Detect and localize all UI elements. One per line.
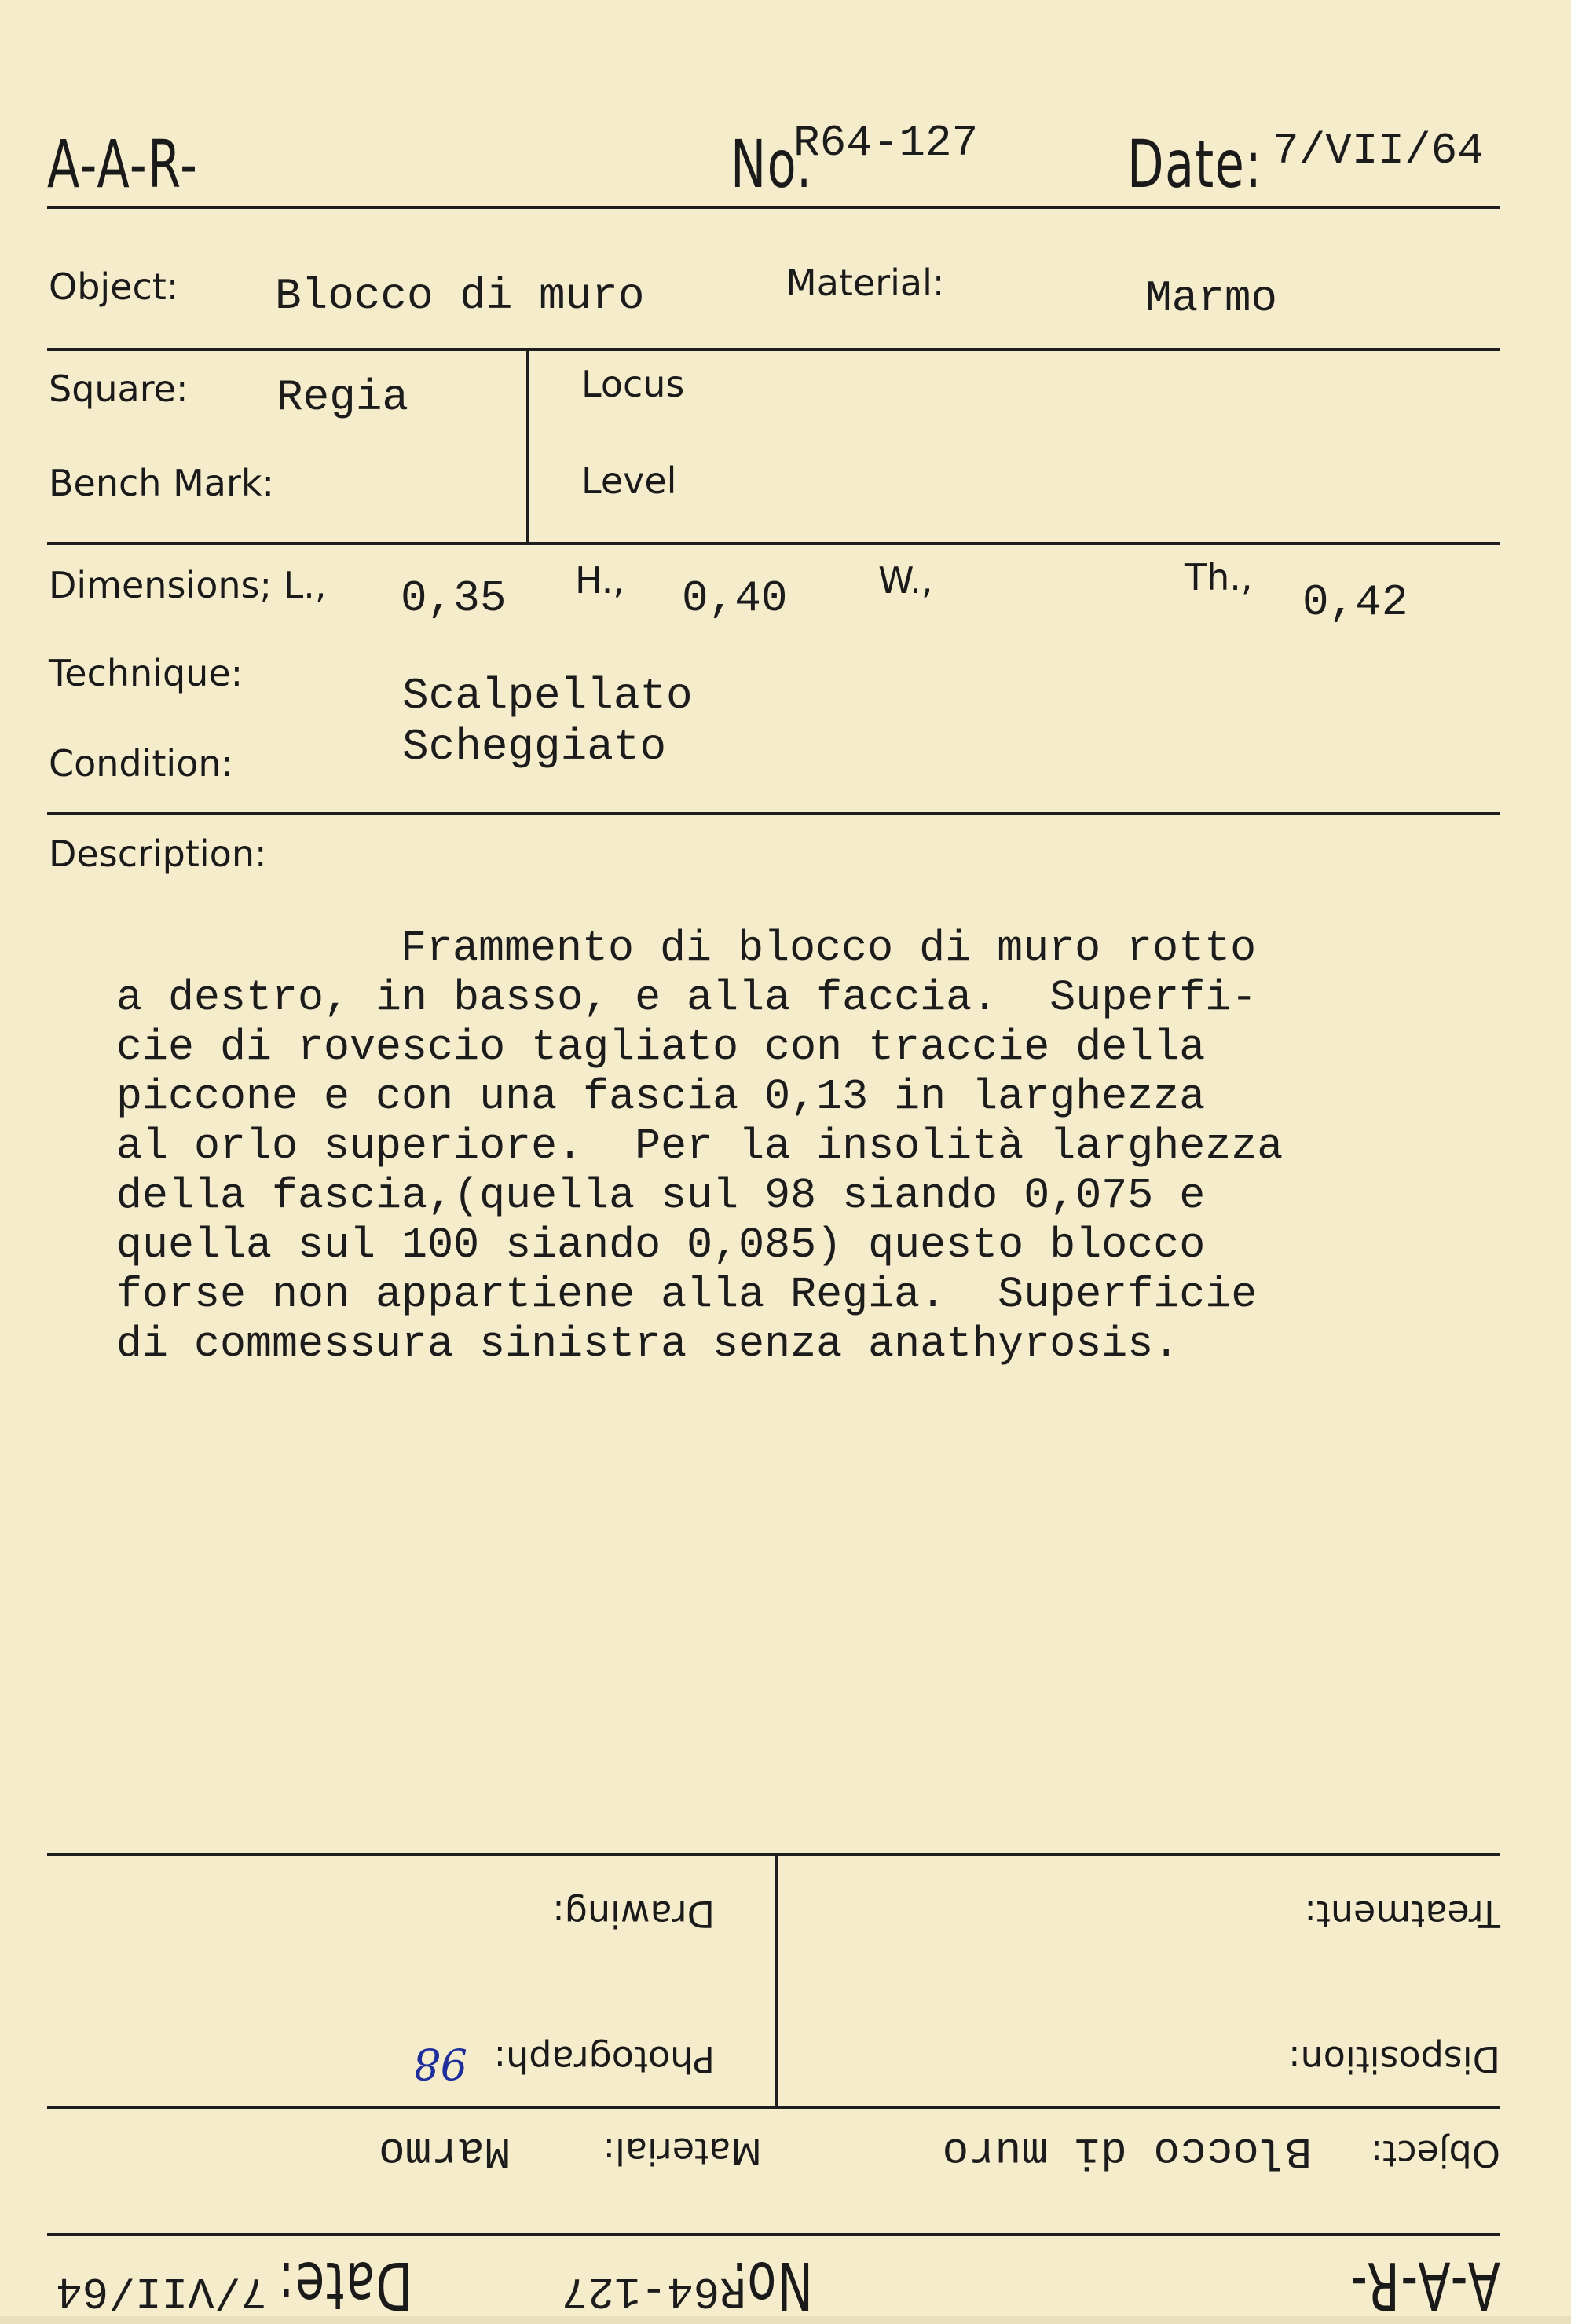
number-label: No. xyxy=(731,126,813,203)
description-label: Description: xyxy=(49,833,267,875)
bottom-material-value: Marmo xyxy=(378,2126,511,2176)
height-value: 0,40 xyxy=(682,573,788,624)
date-value: 7/VII/64 xyxy=(1273,126,1484,176)
description-line: quella sul 100 siando 0,085) questo blocco xyxy=(116,1221,1206,1270)
bottom-object-value: Blocco di muro xyxy=(942,2126,1312,2176)
bottom-date-label: Date: xyxy=(276,2247,412,2324)
divider xyxy=(47,542,1500,545)
bottom-institution-code: A-A-R- xyxy=(1349,2247,1500,2324)
technique-value: Scalpellato xyxy=(402,671,693,721)
description-line: Frammento di blocco di muro rotto xyxy=(401,924,1257,973)
number-value: R64-127 xyxy=(793,118,979,168)
divider xyxy=(526,351,529,543)
date-label: Date: xyxy=(1127,126,1263,203)
photograph-label: Photograph: xyxy=(493,2038,715,2081)
description-line: piccone e con una fascia 0,13 in larghezza xyxy=(116,1072,1206,1122)
locus-label: Locus xyxy=(581,363,685,405)
square-label: Square: xyxy=(49,368,189,410)
divider xyxy=(47,206,1500,209)
level-label: Level xyxy=(581,459,677,502)
divider xyxy=(47,2106,1500,2109)
length-value: 0,35 xyxy=(401,573,507,624)
drawing-label: Drawing: xyxy=(552,1893,715,1935)
divider xyxy=(775,1854,778,2106)
description-line: a destro, in basso, e alla faccia. Superfi- xyxy=(116,973,1258,1023)
inverted-card-section xyxy=(0,1696,1571,2324)
divider xyxy=(47,2233,1500,2236)
disposition-label: Disposition: xyxy=(1288,2038,1500,2081)
treatment-label: Treatment: xyxy=(1304,1893,1500,1935)
object-label: Object: xyxy=(49,265,179,308)
material-value: Marmo xyxy=(1145,273,1278,324)
condition-value: Scheggiato xyxy=(402,722,667,772)
bottom-number-label: No. xyxy=(731,2247,813,2324)
description-line: di commessura sinistra senza anathyrosis. xyxy=(116,1319,1180,1369)
description-line: al orlo superiore. Per la insolità larghezza xyxy=(116,1122,1284,1171)
width-label: W., xyxy=(878,559,933,602)
thickness-label: Th., xyxy=(1185,556,1253,598)
square-value: Regia xyxy=(276,372,409,423)
height-label: H., xyxy=(575,559,625,602)
bench-mark-label: Bench Mark: xyxy=(49,462,275,504)
description-line: della fascia,(quella sul 98 siando 0,075 e xyxy=(116,1171,1206,1221)
photograph-value: 98 xyxy=(413,2039,467,2088)
bottom-number-value: R64-127 xyxy=(561,2266,746,2316)
dimensions-label: Dimensions; L., xyxy=(49,564,327,606)
divider xyxy=(47,348,1500,351)
divider xyxy=(47,1853,1500,1856)
description-line: forse non appartiene alla Regia. Superficie xyxy=(116,1270,1258,1319)
description-line: cie di rovescio tagliato con traccie della xyxy=(116,1023,1206,1072)
technique-label: Technique: xyxy=(49,652,244,694)
bottom-material-label: Material: xyxy=(602,2130,762,2172)
institution-code: A-A-R- xyxy=(47,126,199,203)
object-value: Blocco di muro xyxy=(275,271,645,321)
divider xyxy=(47,812,1500,815)
material-label: Material: xyxy=(786,262,945,304)
thickness-value: 0,42 xyxy=(1302,577,1408,628)
bottom-object-label: Object: xyxy=(1370,2132,1500,2175)
condition-label: Condition: xyxy=(49,742,234,785)
bottom-date-value: 7/VII/64 xyxy=(56,2266,267,2316)
